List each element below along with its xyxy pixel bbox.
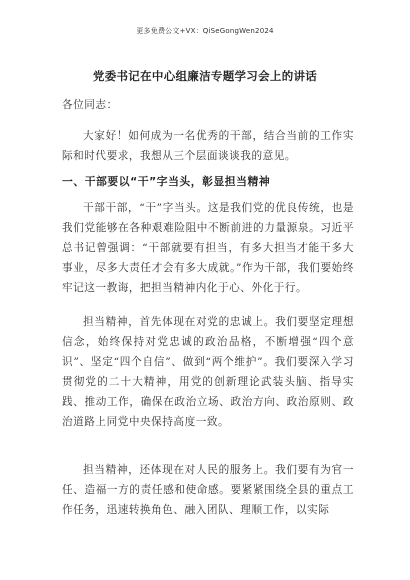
- section-heading: 一、干部要以“干”字当头，彰显担当精神: [62, 175, 271, 188]
- paragraph-intro: 大家好！如何成为一名优秀的干部，结合当前的工作实际和时代要求，我想从三个层面谈谈我的意见。: [62, 130, 354, 162]
- paragraph-1: 干部干部，“干”字当头。这是我们党的优良传统，也是我们党能够在各种艰难险阻中不断前进的力量源泉。习近平总书记曾强调：“干部就要有担当，有多大担当才能干多大事业，尽多大责任才会有多大成就。”作为干部，我们要始终牢记这一教诲，把担当精神内化于心、外化于行。: [62, 202, 354, 294]
- salutation: 各位同志：: [62, 99, 118, 111]
- header-note: 更多免费公文+VX：QiSeGongWen2024: [136, 27, 274, 35]
- paragraph-2: 担当精神，首先体现在对党的忠诚上。我们要坚定理想信念，始终保持对党忠诚的政治品格，不断增强“四个意识”、坚定“四个自信”、做到“两个维护”。我们要深入学习贯彻党的二十大精神，用党的创新理论武装头脑、指导实践、推动工作，确保在政治立场、政治方向、政治原则、政治道路上同党中央保持高度一致。: [62, 316, 354, 428]
- paragraph-3: 担当精神，还体现在对人民的服务上。我们要有为官一任、造福一方的责任感和使命感。要紧紧围绕全县的重点工作任务，迅速转换角色、融入团队、理顺工作，以实际: [62, 464, 354, 516]
- document-title: 党委书记在中心组廉洁专题学习会上的讲话: [92, 69, 318, 83]
